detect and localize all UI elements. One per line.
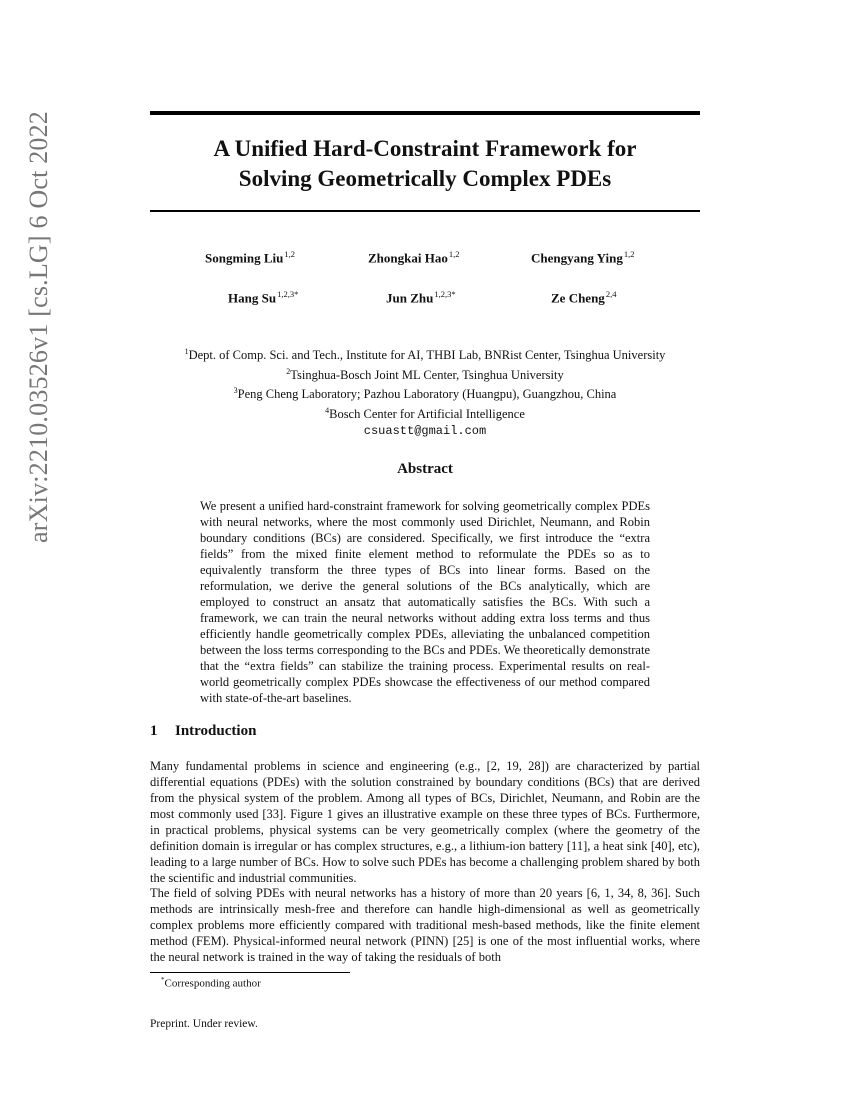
affiliation-1 xyxy=(100,344,750,364)
author-affil-sup: 1,2,3* xyxy=(434,289,456,299)
author-affil-sup: 1,2,3* xyxy=(277,289,299,299)
title-bottom-rule xyxy=(150,210,700,212)
section-number: 1 xyxy=(150,723,158,739)
arxiv-stamp: arXiv:2210.03526v1 [cs.LG] 6 Oct 2022 xyxy=(24,111,53,543)
author-name: Zhongkai Hao xyxy=(368,250,448,266)
section-heading-introduction xyxy=(150,723,256,740)
affiliation-2 xyxy=(100,364,750,384)
affil-text: Peng Cheng Laboratory; Pazhou Laboratory (Huangpu), Guangzhou, China xyxy=(237,387,617,402)
author-name: Songming Liu xyxy=(205,250,284,266)
abstract-body: We present a unified hard-constraint framework for solving geometrically complex PDEs with neural networks, where the most commonly used Dirichlet, Neumann, and Robin boundary conditions (BCs) are considered. Specifically, we first introduce the “extra fields” from the mixed finite element method to reformulate the PDEs so as to equivalently transform the three types of BCs into linear forms. Based on the reformulation, we derive the general solutions of the BCs analytically, which are employed to construct an ansatz that automatically satisfies the BCs. With such a framework, we can train the neural networks without adding extra loss terms and thus efficiently handle geometrically complex PDEs, alleviating the unbalanced competition between the loss terms corresponding to the BCs and PDEs. We theoretically demonstrate that the “extra fields” can stabilize the training process. Experimental results on real-world geometrically complex PDEs showcase the effectiveness of our method compared with state-of-the-art baselines. xyxy=(200,499,650,705)
affil-text: Dept. of Comp. Sci. and Tech., Institute for AI, THBI Lab, BNRist Center, Tsinghua University xyxy=(188,348,666,363)
author-hang-su xyxy=(228,289,298,306)
author-name: Jun Zhu xyxy=(386,290,434,306)
contact-email[interactable]: csuastt@gmail.com xyxy=(363,423,487,438)
affiliations xyxy=(100,344,750,439)
title-line-1: A Unified Hard-Constraint Framework for xyxy=(213,136,637,161)
footnote-mark: * xyxy=(161,976,165,984)
preprint-note: Preprint. Under review. xyxy=(150,1018,258,1030)
abstract-heading: Abstract xyxy=(397,461,453,477)
title-top-rule xyxy=(150,111,700,115)
affil-sup: 1 xyxy=(184,347,189,356)
author-affil-sup: 1,2 xyxy=(448,249,460,259)
affil-sup: 2 xyxy=(286,366,291,376)
author-jun-zhu xyxy=(386,289,456,306)
author-ze-cheng xyxy=(551,289,616,306)
paper-title xyxy=(150,134,700,194)
affil-text: Bosch Center for Artificial Intelligence xyxy=(329,407,525,422)
author-name: Chengyang Ying xyxy=(531,250,623,266)
section-title: Introduction xyxy=(175,723,257,739)
author-name: Hang Su xyxy=(228,290,277,306)
intro-paragraph-2: The field of solving PDEs with neural networks has a history of more than 20 years [6, 1, 34, 8, 36]. Such methods are intrinsically mesh-free and therefore can handle high-dimensional as well as geometrically complex problems more efficiently compared with traditional mesh-based methods, like the finite element method (FEM). Physical-informed neural network (PINN) [25] is one of the most influential works, where the neural network is trained in the way of taking the residuals of both xyxy=(150,886,700,964)
intro-paragraph-1: Many fundamental problems in science and engineering (e.g., [2, 19, 28]) are characterized by partial differential equations (PDEs) with the solution constrained by boundary conditions (BCs) that are derived from the physical system of the problem. Among all types of BCs, Dirichlet, Neumann, and Robin are the most commonly used [33]. Figure 1 gives an illustrative example on these three types of BCs. Furthermore, in practical problems, physical systems can be very geometrically complex (where the geometry of the definition domain is irregular or has complex structures, e.g., a lithium-ion battery [11], a heat sink [40], etc), leading to a large number of BCs. How to solve such PDEs has become a challenging problem shared by both the scientific and industrial communities. xyxy=(150,759,700,885)
affil-sup: 4 xyxy=(325,405,330,415)
author-zhongkai-hao xyxy=(368,249,459,266)
affil-sup: 3 xyxy=(233,386,238,396)
author-chengyang-ying xyxy=(531,249,635,266)
affiliation-4 xyxy=(100,403,750,423)
author-affil-sup: 1,2 xyxy=(284,249,296,259)
title-line-2: Solving Geometrically Complex PDEs xyxy=(238,166,612,191)
author-affil-sup: 1,2 xyxy=(623,249,635,259)
affil-text: Tsinghua-Bosch Joint ML Center, Tsinghua University xyxy=(290,367,564,382)
affiliation-3 xyxy=(100,383,750,403)
author-name: Ze Cheng xyxy=(551,290,605,306)
footnote-text: Corresponding author xyxy=(164,977,261,990)
author-songming-liu xyxy=(205,249,295,266)
footnote-rule xyxy=(150,972,350,973)
author-affil-sup: 2,4 xyxy=(605,289,617,299)
footnote xyxy=(161,976,261,990)
